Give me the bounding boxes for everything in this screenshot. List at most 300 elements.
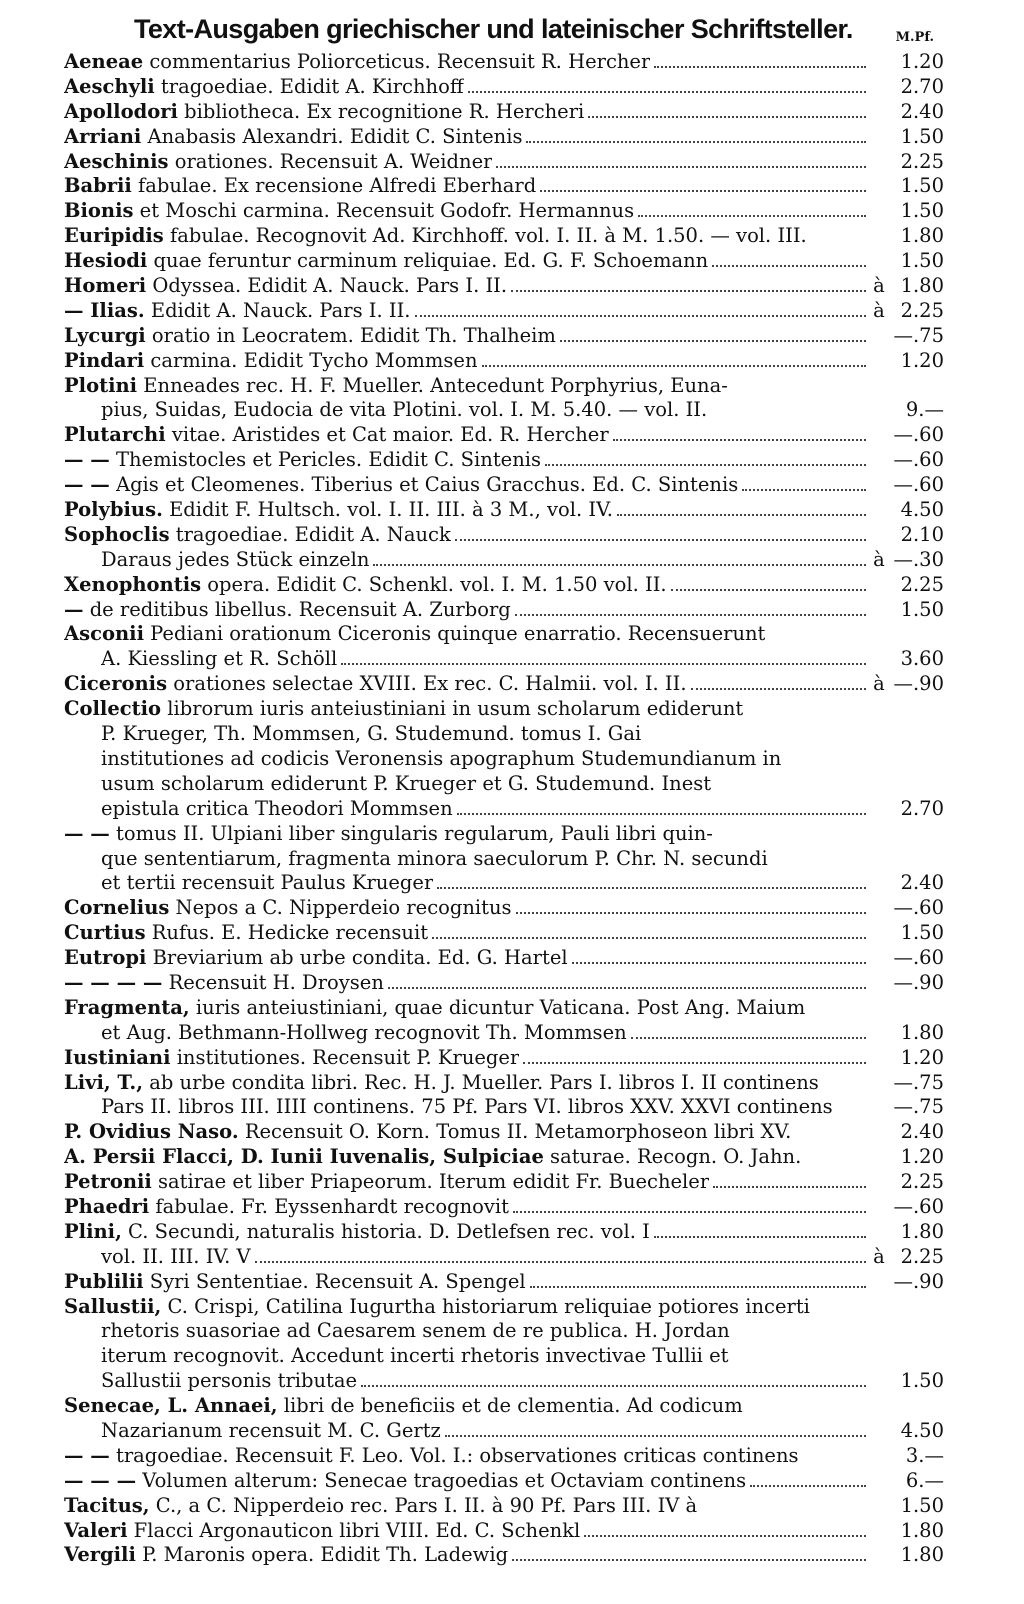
dot-leader [691,688,866,690]
entry-description: Recensuit H. Droysen [162,970,384,994]
entry-description: libri de beneficiis et de clementia. Ad codicum [277,1394,743,1418]
dot-leader [496,166,866,168]
entry-heading: Cornelius [64,896,170,920]
entry-description: institutiones. Recensuit P. Krueger [170,1045,520,1069]
entry-price: 2.10 [900,522,944,546]
per-item-marker: à [873,547,885,571]
dot-leader [468,91,866,93]
entry-text [101,1419,441,1444]
entry-price: —.90 [893,1269,944,1293]
entry-price: 2.40 [900,1120,944,1144]
dot-leader [654,1236,866,1238]
catalogue-entry [64,1220,944,1245]
entry-text [64,349,478,374]
entry-price: 1.20 [900,1145,944,1169]
entry-text [64,1170,709,1195]
entry-price: —.75 [893,1095,944,1119]
dot-leader [526,141,866,143]
catalogue-entry [64,1469,944,1494]
entry-heading: — — [64,1443,110,1467]
entry-text [64,896,512,921]
entry-heading: P. Ovidius Naso. [64,1120,239,1144]
entry-description: et tertii recensuit Paulus Krueger [101,871,434,895]
dot-leader [512,1559,866,1561]
dot-leader [712,265,866,267]
entry-text [64,174,536,199]
catalogue-entry [64,1344,944,1369]
entry-description: ab urbe condita libri. Rec. H. J. Mueller. Pars I. libros I. II continens [143,1070,819,1094]
entry-description: P. Maronis opera. Edidit Th. Ladewig [135,1543,509,1567]
dot-leader [437,887,866,889]
entry-heading: Sallustii, [64,1294,162,1318]
entry-description: C. Secundi, naturalis historia. D. Detlefsen rec. vol. I [121,1219,650,1243]
catalogue-entry [64,573,944,598]
entry-text [101,398,707,423]
entry-heading: Eutropi [64,946,147,970]
entry-description: rhetoris suasoriae ad Caesarem senem de re publica. H. Jordan [101,1319,730,1343]
entry-price: —.75 [893,1070,944,1094]
dot-leader [617,514,866,516]
catalogue-entry [64,622,944,647]
entry-heading: Tacitus, [64,1493,150,1517]
catalogue-entry [64,1120,944,1145]
catalogue-entry [64,125,944,150]
entry-heading: Plini, [64,1219,122,1243]
entry-description: Nepos a C. Nipperdeio recognitus [169,896,512,920]
dot-leader [515,614,866,616]
entry-description: Anabasis Alexandri. Edidit C. Sintenis [141,124,523,148]
per-item-marker: à [873,298,885,322]
entry-text [101,847,768,872]
catalogue-entry [64,523,944,548]
entry-text [64,125,522,150]
dot-leader [638,215,866,217]
per-item-marker: à [873,672,885,696]
entry-price: 1.50 [900,124,944,148]
entry-price: 2.40 [900,871,944,895]
entry-heading: Vergili [64,1543,136,1567]
catalogue-entry [64,747,944,772]
entry-description: saturae. Recogn. O. Jahn. [543,1145,802,1169]
entry-heading: Aeschinis [64,149,169,173]
entry-description: commentarius Poliorceticus. Recensuit R. Hercher [143,50,651,73]
entry-description: usum scholarum ediderunt P. Krueger et G. Studemund. Inest [101,771,712,795]
entry-text [64,672,687,697]
catalogue-entry [64,1245,944,1270]
entry-text [64,150,492,175]
dot-leader [415,315,866,317]
entry-heading: Senecae, L. Annaei, [64,1394,278,1418]
catalogue-entry [64,598,944,623]
dot-leader [511,290,866,292]
entry-heading: Livi, T., [64,1070,144,1094]
catalogue-entry [64,199,944,224]
dot-leader [613,439,866,441]
entry-description: Enneades rec. H. F. Mueller. Antecedunt Porphyrius, Euna- [137,373,728,397]
entry-price: 1.50 [900,249,944,273]
entry-price: —.60 [893,473,944,497]
entry-description: Flacci Argonauticon libri VIII. Ed. C. Schenkl [127,1518,581,1542]
dot-leader [482,365,866,367]
entry-price: —.60 [893,946,944,970]
entry-price: 1.80 [900,1518,944,1542]
entry-price: —.30 [893,547,944,571]
entry-description: vitae. Aristides et Cat maior. Ed. R. Hercher [165,423,609,447]
entry-text [64,1195,509,1220]
dot-leader [388,987,866,989]
entry-description: epistula critica Theodori Mommsen [101,796,453,820]
page-title: Text-Ausgaben griechischer und lateinischer Schriftsteller. [134,14,853,44]
catalogue-entry [64,896,944,921]
entry-price: 2.25 [900,298,944,322]
dot-leader [432,937,866,939]
entry-description: Sallustii personis tributae [101,1369,358,1393]
entry-description: iuris anteiustiniani, quae dicuntur Vaticana. Post Ang. Maium [189,995,806,1019]
entry-description: tragoediae. Recensuit F. Leo. Vol. I.: observationes criticas continens [109,1443,799,1467]
catalogue-entry [64,1170,944,1195]
entry-text [64,448,541,473]
entry-price: 1.50 [900,597,944,621]
entry-text [64,249,708,274]
entry-price: —.60 [893,1194,944,1218]
entry-text [64,697,743,722]
entry-heading: Plutarchi [64,423,166,447]
entry-text [64,523,451,548]
entry-text [64,224,807,249]
entry-price: 1.50 [900,1369,944,1393]
entry-text [64,946,568,971]
entry-price: —.90 [893,672,944,696]
entry-text [64,100,584,125]
dot-leader [545,464,866,466]
catalogue-entry [64,349,944,374]
entry-heading: Polybius. [64,498,163,522]
entry-price: 4.50 [900,498,944,522]
entry-text [64,622,765,647]
entry-text [64,921,428,946]
entry-description: opera. Edidit C. Schenkl. vol. I. M. 1.50 vol. II. [201,572,667,596]
entry-description: tragoediae. Edidit A. Nauck [169,522,451,546]
entry-description: tomus II. Ulpiani liber singularis regularum, Pauli libri quin- [109,821,713,845]
entry-heading: A. Persii Flacci, D. Iunii Iuvenalis, Sulpiciae [64,1145,544,1169]
entry-heading: Curtius [64,921,146,945]
entry-description: Syri Sententiae. Recensuit A. Spengel [143,1269,526,1293]
entry-price: 2.40 [900,99,944,123]
entry-description: orationes selectae XVIII. Ex rec. C. Halmii. vol. I. II. [167,672,687,696]
entry-price: 1.80 [900,224,944,248]
entry-price: 1.50 [900,199,944,223]
entry-heading: Bionis [64,199,134,223]
catalogue-entry [64,1095,944,1120]
dot-leader [513,1211,866,1213]
catalogue-entry [64,996,944,1021]
dot-leader [516,912,866,914]
catalogue-page [64,10,944,1568]
entry-description: et Moschi carmina. Recensuit Godofr. Hermannus [133,199,635,223]
dot-leader [455,539,866,541]
entry-heading: Plotini [64,373,138,397]
entry-description: fabulae. Recognovit Ad. Kirchhoff. vol. I. II. à M. 1.50. — vol. III. [163,224,807,248]
dot-leader [373,564,866,566]
entry-description: Pediani orationum Ciceronis quinque enarratio. Recensuerunt [143,622,766,646]
entry-text [101,871,433,896]
entry-text [64,423,609,448]
entry-description: institutiones ad codicis Veronensis apographum Studemundianum in [101,746,782,770]
entry-description: Recensuit O. Korn. Tomus II. Metamorphoseon libri XV. [238,1120,792,1144]
entry-text [101,1319,730,1344]
entry-text [64,822,713,847]
catalogue-entry-list [64,50,944,1568]
entry-text [64,573,667,598]
entry-text [64,199,634,224]
catalogue-entry [64,1295,944,1320]
catalogue-entry [64,249,944,274]
entry-text [101,1021,627,1046]
entry-price: 2.70 [900,74,944,98]
catalogue-entry [64,1046,944,1071]
entry-description: Pars II. libros III. IIII continens. 75 Pf. Pars VI. libros XXV. XXVI continens [101,1095,833,1119]
entry-description: orationes. Recensuit A. Weidner [168,149,493,173]
entry-description: Themistocles et Pericles. Edidit C. Sintenis [109,448,541,472]
dot-leader [588,116,866,118]
dot-leader [341,663,866,665]
dot-leader [631,1037,866,1039]
dot-leader [445,1435,866,1437]
entry-description: C. Crispi, Catilina Iugurtha historiarum reliquiae potiores incerti [161,1294,810,1318]
catalogue-entry [64,1369,944,1394]
per-item-marker: à [873,1244,885,1268]
entry-description: carmina. Edidit Tycho Mommsen [144,348,478,372]
entry-text [64,324,556,349]
entry-text [101,548,369,573]
entry-description: quae feruntur carminum reliquiae. Ed. G. F. Schoemann [147,249,709,273]
entry-description: bibliotheca. Ex recognitione R. Hercheri [177,99,585,123]
entry-description: A. Kiessling et R. Schöll [101,647,338,671]
entry-price: 9.— [905,398,944,422]
dot-leader [361,1385,866,1387]
entry-heading: Valeri [64,1518,128,1542]
entry-price: 1.20 [900,1045,944,1069]
entry-text [101,772,711,797]
entry-heading: Arriani [64,124,142,148]
entry-text [64,1145,801,1170]
entry-description: C., a C. Nipperdeio rec. Pars I. II. à 90 Pf. Pars III. IV à [149,1493,698,1517]
entry-description: de reditibus libellus. Recensuit A. Zurborg [83,597,511,621]
catalogue-entry [64,150,944,175]
entry-description: P. Krueger, Th. Mommsen, G. Studemund. tomus I. Gai [101,722,642,746]
entry-heading: Iustiniani [64,1045,171,1069]
dot-leader [572,962,866,964]
entry-heading: Hesiodi [64,249,148,273]
entry-price: 1.80 [900,1219,944,1243]
entry-price: 1.80 [900,1020,944,1044]
entry-heading: — — — — [64,970,163,994]
entry-description: Volumen alterum: Senecae tragoedias et Octaviam continens [136,1468,747,1492]
entry-price: 2.25 [900,572,944,596]
entry-description: Odyssea. Edidit A. Nauck. Pars I. II. [146,274,508,298]
catalogue-entry [64,946,944,971]
entry-text [64,1444,799,1469]
entry-heading: — — [64,448,110,472]
catalogue-header [64,10,944,46]
dot-leader [540,190,866,192]
entry-text [64,1071,819,1096]
entry-price: 1.80 [900,274,944,298]
entry-price: —.75 [893,323,944,347]
catalogue-entry [64,1543,944,1568]
entry-heading: Babrii [64,174,132,198]
catalogue-entry [64,224,944,249]
catalogue-entry [64,1145,944,1170]
catalogue-entry [64,822,944,847]
entry-heading: Fragmenta, [64,995,190,1019]
entry-text [64,1519,580,1544]
entry-heading: Lycurgi [64,323,146,347]
entry-price: —.90 [893,970,944,994]
catalogue-entry [64,498,944,523]
per-item-marker: à [873,274,885,298]
catalogue-entry [64,1270,944,1295]
entry-text [64,50,650,75]
entry-text [64,1295,810,1320]
entry-heading: Phaedri [64,1194,150,1218]
entry-text [64,274,507,299]
catalogue-entry [64,174,944,199]
entry-description: Agis et Cleomenes. Tiberius et Caius Gracchus. Ed. C. Sintenis [109,473,739,497]
entry-text [64,1494,697,1519]
entry-heading: Petronii [64,1170,152,1194]
entry-price: —.60 [893,423,944,447]
entry-text [64,75,464,100]
catalogue-entry [64,473,944,498]
dot-leader [750,1485,866,1487]
entry-description: Nazarianum recensuit M. C. Gertz [101,1418,441,1442]
entry-text [64,1120,791,1145]
catalogue-entry [64,374,944,399]
catalogue-entry [64,1494,944,1519]
catalogue-entry [64,722,944,747]
entry-price: 1.20 [900,348,944,372]
dot-leader [671,589,866,591]
dot-leader [255,1261,866,1263]
entry-price: 1.80 [900,1543,944,1567]
entry-heading: — — [64,473,110,497]
catalogue-entry [64,697,944,722]
dot-leader [713,1186,866,1188]
entry-price: 2.25 [900,149,944,173]
catalogue-entry [64,1444,944,1469]
entry-heading: Publilii [64,1269,144,1293]
entry-description: satirae et liber Priapeorum. Iterum edidit Fr. Buecheler [151,1170,710,1194]
entry-text [101,797,453,822]
entry-price: 2.70 [900,796,944,820]
catalogue-entry [64,299,944,324]
price-column-header: M.Pf. [895,30,934,45]
entry-text [64,473,738,498]
entry-text [64,1270,526,1295]
dot-leader [523,1062,866,1064]
entry-text [64,299,411,324]
entry-heading: Sophoclis [64,522,170,546]
entry-description: Rufus. E. Hedicke recensuit [145,921,429,945]
entry-description: et Aug. Bethmann-Hollweg recognovit Th. Mommsen [101,1020,627,1044]
entry-description: fabulae. Fr. Eyssenhardt recognovit [149,1194,509,1218]
entry-text [64,971,384,996]
entry-price: 3.60 [900,647,944,671]
catalogue-entry [64,797,944,822]
entry-text [64,1543,508,1568]
entry-description: iterum recognovit. Accedunt incerti rhetoris invectivae Tullii et [101,1344,729,1368]
entry-price: 1.50 [900,174,944,198]
catalogue-entry [64,1394,944,1419]
dot-leader [654,66,866,68]
entry-description: que sententiarum, fragmenta minora saeculorum P. Chr. N. secundi [101,846,768,870]
entry-text [101,1344,729,1369]
catalogue-entry [64,448,944,473]
entry-text [64,374,728,399]
entry-description: librorum iuris anteiustiniani in usum scholarum ediderunt [161,697,744,721]
catalogue-entry [64,398,944,423]
entry-text [64,598,511,623]
entry-heading: — [64,597,84,621]
entry-text [101,747,781,772]
catalogue-entry [64,1195,944,1220]
dot-leader [560,340,866,342]
entry-price: 3.— [905,1443,944,1467]
entry-text [64,1469,746,1494]
entry-description: Edidit F. Hultsch. vol. I. II. III. à 3 M., vol. IV. [162,498,613,522]
entry-description: pius, Suidas, Eudocia de vita Plotini. vol. I. M. 5.40. — vol. II. [101,398,708,422]
entry-heading: Collectio [64,697,162,721]
catalogue-entry [64,423,944,448]
entry-text [101,1095,833,1120]
entry-price: 1.50 [900,1493,944,1517]
entry-heading: Aeschyli [64,74,155,98]
entry-price: 1.20 [900,50,944,73]
entry-price: —.60 [893,448,944,472]
entry-text [101,1369,357,1394]
catalogue-entry [64,1319,944,1344]
catalogue-entry [64,921,944,946]
catalogue-entry [64,772,944,797]
entry-text [64,498,613,523]
dot-leader [457,813,866,815]
entry-description: Edidit A. Nauck. Pars I. II. [144,298,411,322]
catalogue-entry [64,971,944,996]
entry-heading: Pindari [64,348,145,372]
entry-text [64,1394,743,1419]
entry-text [101,647,337,672]
dot-leader [742,489,866,491]
catalogue-entry [64,548,944,573]
entry-text [64,1046,519,1071]
catalogue-entry [64,324,944,349]
entry-price: —.60 [893,896,944,920]
catalogue-entry [64,871,944,896]
catalogue-entry [64,847,944,872]
entry-text [101,722,641,747]
dot-leader [584,1535,866,1537]
entry-heading: Ciceronis [64,672,168,696]
entry-heading: — — — [64,1468,137,1492]
entry-heading: Homeri [64,274,147,298]
entry-text [64,996,805,1021]
entry-description: Daraus jedes Stück einzeln [101,547,370,571]
catalogue-entry [64,672,944,697]
entry-description: Breviarium ab urbe condita. Ed. G. Hartel [146,946,568,970]
entry-price: 2.25 [900,1244,944,1268]
entry-description: oratio in Leocratem. Edidit Th. Thalheim [145,323,556,347]
